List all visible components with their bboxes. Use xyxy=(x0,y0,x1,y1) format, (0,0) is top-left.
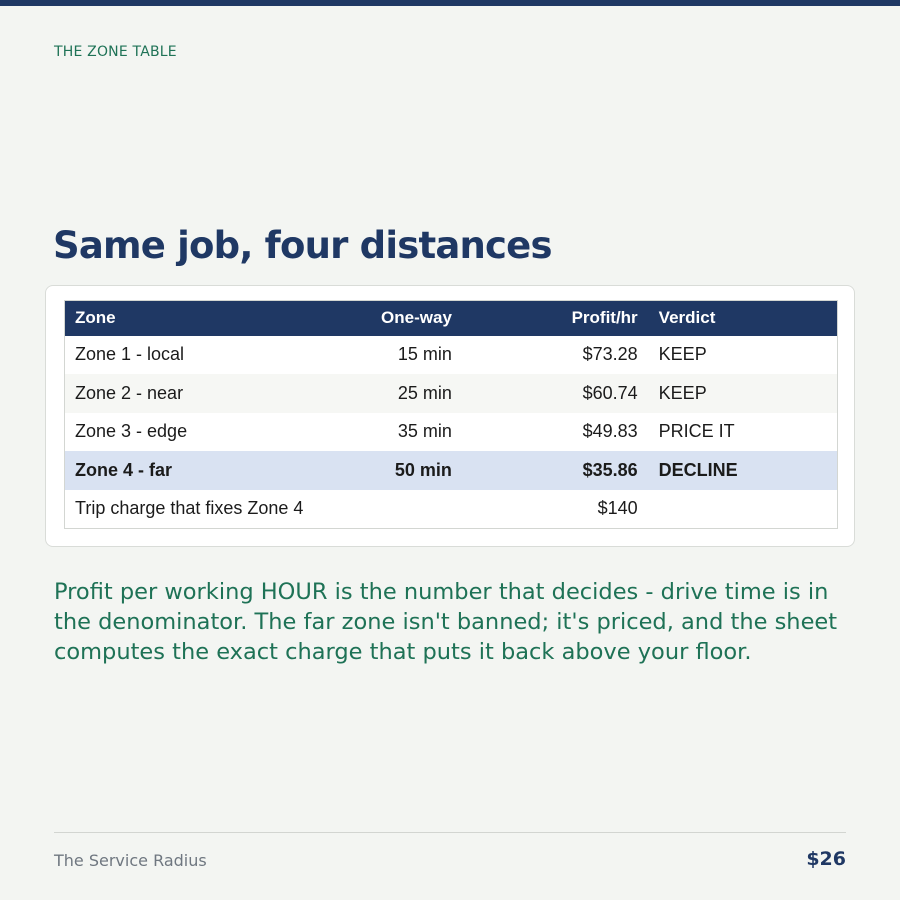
profit-cell: $49.83 xyxy=(582,421,638,442)
column-header-verdict: Verdict xyxy=(648,301,838,336)
profit-cell: $60.74 xyxy=(462,374,648,413)
section-eyebrow: THE ZONE TABLE xyxy=(54,44,177,60)
table-row xyxy=(65,374,838,413)
empty-cell xyxy=(361,490,462,529)
verdict-cell: PRICE IT xyxy=(658,421,735,442)
explanation-paragraph: Profit per working HOUR is the number that decides - drive time is in the denominator. The far zone isn't banned; it's priced, and the sheet computes the exact charge that puts it back above your floor. xyxy=(54,579,838,665)
column-header-zone: Zone xyxy=(65,301,362,336)
column-header-one-way: One-way xyxy=(361,301,462,336)
zone-cell: Zone 1 - local xyxy=(75,344,185,365)
zone-cell: Zone 3 - edge xyxy=(75,421,188,442)
zone-cell: Zone 2 - near xyxy=(65,374,362,413)
profit-cell: $73.28 xyxy=(582,344,638,365)
one-way-cell: 15 min xyxy=(397,344,452,365)
zone-table xyxy=(64,300,838,529)
top-accent-bar xyxy=(0,0,900,6)
footer-divider xyxy=(54,832,846,833)
zone-cell: Zone 4 - far xyxy=(65,451,362,490)
trip-charge-label: Trip charge that fixes Zone 4 xyxy=(75,498,304,519)
zone-table-card xyxy=(45,285,855,547)
trip-charge-value: $140 xyxy=(597,498,638,519)
trip-charge-row xyxy=(65,490,838,529)
column-header-profit-per-hour: Profit/hr xyxy=(462,301,648,336)
verdict-cell: DECLINE xyxy=(648,451,838,490)
table-row-highlighted xyxy=(65,451,838,490)
one-way-cell: 50 min xyxy=(361,451,462,490)
footer-price: $26 xyxy=(806,848,846,870)
verdict-cell: KEEP xyxy=(648,374,838,413)
table-row xyxy=(65,336,838,375)
empty-cell xyxy=(648,490,838,529)
one-way-cell: 35 min xyxy=(397,421,452,442)
table-row xyxy=(65,413,838,452)
footer-brand: The Service Radius xyxy=(54,851,207,870)
one-way-cell: 25 min xyxy=(361,374,462,413)
verdict-cell: KEEP xyxy=(658,344,707,365)
page-title: Same job, four distances xyxy=(53,224,552,267)
profit-cell: $35.86 xyxy=(462,451,648,490)
table-header-row xyxy=(65,301,838,336)
